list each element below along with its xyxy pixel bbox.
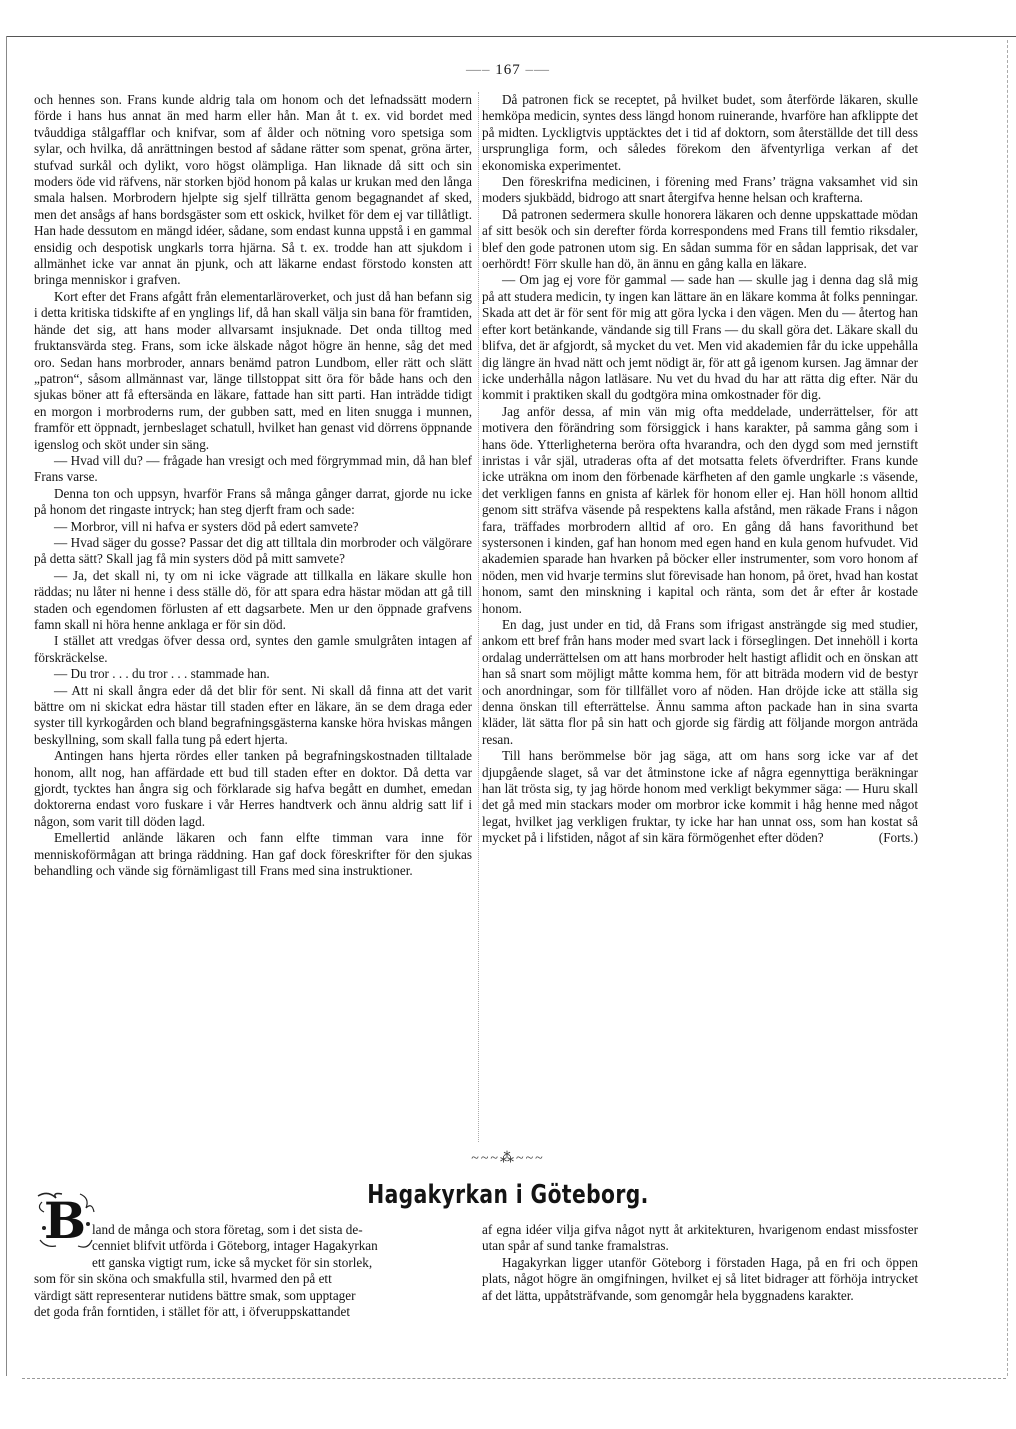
article-line: värdigt sätt representerar nutidens bättre smak, som upptager: [34, 1287, 356, 1303]
story-right-column: [482, 92, 918, 1148]
story-paragraph: Kort efter det Frans afgått från elementarläroverket, och just då han befann sig i detta kritiska tidskifte af en ynglings lif, då han skall välja sin bana för framtiden, hände det sig, att hans moder allvarsamt insjuknade. Det onda tilltog med fruktansvärda steg. Frans, som icke älskade något högre än henne, såg det med oro. Sedan hans morbroder, annars benämd patron Lundbom, eller rätt och slätt „patron“, såsom allmännast var, länge tillstoppat sitt öra för både hans och den sjukas böner att få eftersända en läkare, fattade han sitt parti. Han inträdde tidigt en morgon i morbroderns rum, der gubben satt, med en liten snugga i munnen, framför ett öppnadt, jernbeslaget schatull, hvilket han genast vid dörrens öppnande igenslog och sköt under sin säng.: [34, 288, 472, 452]
story-paragraph: Denna ton och uppsyn, hvarför Frans så många gånger darrat, gjorde nu icke på honom det ringaste intryck; han steg djerft fram och sade:: [34, 485, 472, 518]
story-paragraph: Emellertid anlände läkaren och fann elfte timman vara inne för menniskoförmågan att bringa räddning. Han gaf dock föreskrifter för den sjukas behandling och vände sig förnämligast till Frans med sina instruktioner.: [34, 830, 472, 879]
dropcap-letter: B: [43, 1191, 87, 1250]
page-frame-left: [6, 36, 7, 1376]
story-paragraph: — Om jag ej vore för gammal — sade han — skulle jag i denna dag slå mig på att studera medicin, ty ingen kan lättare än en läkare komma åt folks penningar. Skada att det är för sent för mig att göra lycka i den vägen. Men du — återtog han efter kort betänkande, vändande sig till Frans — du skall göra det. Läkare skall du blifva, det är afgjordt, så mycket du vet. Men vid akademien får du icke uppehålla dig längre än hvad nätt och jemt nödigt är, för att gå igenom kursen. Jag ämnar der icke underhålla någon latläsare. Nu vet du hvad du har att rätta dig efter. När du kommit i praktiken skall du godtgöra mina omkostnader för dig.: [482, 272, 918, 403]
story-paragraph: — Ja, det skall ni, ty om ni icke vägrade att tillkalla en läkare skulle hon räddas; nu låter ni henne i dess ställe dö, för att spara edra hästar mödan att gå till staden och egendomen förlusten af ett dagsarbete. Men ur den öppnade grafvens famn skall ni höra henne anklaga er för sin död.: [34, 567, 472, 632]
story-paragraph: [482, 748, 918, 846]
page-number: 167: [495, 62, 521, 78]
story-left-column: [34, 92, 472, 1148]
story-paragraph: — Att ni skall ångra eder då det blir för sent. Ni skall då finna att det varit bättre om ni skickat edra hästar till staden efter en läkare, än se dem draga eder syster till kyrkogården och bland begrafningsgästerna kanske höra hviskas mången beskyllning, som skall falla tung på edert hjerta.: [34, 682, 472, 747]
article-right-column: [482, 1222, 918, 1304]
page-frame-top: [6, 36, 1016, 37]
story-paragraph: Antingen hans hjerta rördes eller tanken på begrafningskostnaden tilltalade honom, allt nog, han affärdade ett bud till staden efter en doktor. Då detta var gjordt, tycktes han ångra sig och förklarade sig hafva begått en dumhet, emedan doktorerna endast voro fuskare i vår Herres handtverk och ännu aldrig satt lif i någon, som varit till döden lagd.: [34, 748, 472, 829]
page-frame-bottom: [22, 1378, 1006, 1379]
continuation-note: (Forts.): [878, 830, 918, 846]
article-title: Hagakyrkan i Göteborg.: [367, 1180, 649, 1210]
page-frame-right: [1007, 40, 1008, 1376]
story-paragraph: En dag, just under en tid, då Frans som ifrigast ansträngde sig med studier, ankom ett bref från hans moder med svart lack i förseglingen. Det innehöll i korta ordalag underrättelsen om att hans morbroder helt hastigt aflidit och en önskan att han så snart som möjligt måtte komma hem, för att biträda modern vid de bestyr och anordningar, som för tillfället voro af nöden. Han dröjde icke att ställa sig denna önskan till efterrättelse. Ännu samma afton packade han in sina svarta kläder, lät sätta flor på sin hatt och gjorde sig färdig att följande morgon anträda resan.: [482, 617, 918, 747]
article-paragraph: Hagakyrkan ligger utanför Göteborg i förstaden Haga, på en fri och öppen plats, något högre än omgifningen, hvilket ej så litet bidrager att förhöja intrycket af det lätta, uppåtsträfvande, som genomgår hela byggnadens karakter.: [482, 1254, 918, 1303]
story-paragraph: — Du tror . . . du tror . . . stammade han.: [54, 666, 270, 682]
story-paragraph: — Hvad säger du gosse? Passar det dig att tilltala din morbroder och välgörare på detta sätt? Skall jag få min systers död på mitt samvete?: [34, 534, 472, 567]
story-paragraph: — Morbror, vill ni hafva er systers död på edert samvete?: [54, 518, 359, 534]
story-last-paragraph-text: Till hans berömmelse bör jag säga, att om hans sorg icke var af det djupgående slaget, så var det åtminstone icke af några egennyttiga beräkningar han lät trösta sig, ty jag hörde honom med verkligt bekymmer säga: — Huru skall det gå med min stackars moder om morbror icke kommit i håg henne med något legat, hvilket jag verkligen fruktar, ty icke har han unnat oss, som han kostat så mycket på i lifstiden, något af sin kära förmögenhet efter döden?: [482, 748, 918, 846]
story-paragraph: Då patronen sedermera skulle honorera läkaren och denne uppskattade mödan af sitt besök och sin derefter förda korrespondens med Frans till femtio riksdaler, blef den gode patronen utom sig. En sådan summa för en sådan lapprisak, det var oerhördt! Förr skulle han dö, än ännu en gång kalla en läkare.: [482, 206, 918, 272]
column-divider: [478, 92, 479, 1142]
article-line: det goda från forntiden, i stället för att, i öfveruppskattandet: [34, 1304, 351, 1320]
story-paragraph: Jag anför dessa, af min vän mig ofta meddelade, underrättelser, för att motivera den förändring som försiggick i hans karakter, på samma gång som i hans öde. Ytterligheterna beröra ofta hvarandra, och den dygd som med jernstift inristas i vår själ, utraderas ofta af det motsatta felets öfverdrifter. Frans kunde icke uträkna om inom den förbenade kärfheten af den gamle ungkarle :s väsende, det verkligen fanns en gnista af kärlek för honom eller ej. Han höll honom alltid genom sitt sträfva väsende på respektens kalla afstånd, men räkade Frans i någon fara, träffades morbrodern alltid af oro. En gång då hans favorithund bet systersonen i kinden, gaf han honom med egen hand en kula genom hufvudet. Vid akademien sparade han hvarken på böcker eller instrumenter, som voro honom af nöden, men vid hvarje termins slut förevisade han honom, på öret, hvad han kostat honom, samt den minskning i kapital och ränta, som det år efter år kostade honom.: [482, 403, 918, 616]
story-paragraph: Den föreskrifna medicinen, i förening med Frans’ trägna vaksamhet vid sin moders sjukbädd, bidrogo att snart återgifva henne helsan och krafterna.: [482, 174, 918, 206]
ornament-divider: ~~~⁂~~~: [471, 1151, 545, 1166]
article-line: land de många och stora företag, som i det sista de-: [92, 1222, 363, 1237]
story-paragraph: Då patronen fick se receptet, på hvilket budet, som återförde läkaren, skulle hemköpa medicin, syntes dess längd honom ruinerande, hvarföre han afklippte det på midten. Lyckligtvis upptäcktes det i tid af doktorn, som återställde det till dess ursprungliga form, och således förekom den äfventyrliga verkan af det ekonomiska experimentet.: [482, 92, 918, 173]
article-paragraph: af egna idéer vilja gifva något nytt åt arkitekturen, hvarigenom endast missfoster utan spår af sund tanke framalstras.: [482, 1222, 918, 1254]
article-left-column: [34, 1222, 472, 1320]
story-paragraph: — Hvad vill du? — frågade han vresigt och med förgrymmad min, då han blef Frans varse.: [34, 452, 472, 485]
article-line: cenniet blifvit utförda i Göteborg, intager Hagakyrkan: [92, 1238, 378, 1254]
article-line: ett ganska vigtigt rum, icke så mycket för sin storlek,: [92, 1254, 373, 1270]
story-paragraph: och hennes son. Frans kunde aldrig tala om honom och det lefnadssätt modern förde i hans hus annat än med harm eller hån. Man åt t. ex. vid bordet med tvåuddiga stålgafflar och knifvar, som af ålder och nötning voro spetsiga som sylar, och hvilka, då anrättningen bestod af sådane rätter som spenat, gröna ärter, stufvad surkål och dylikt, voro högst olämpliga. Han liknade då sitt och sin moders öde vid räfvens, när storken bjöd honom på kalas ur krukan med den långa smala halsen. Morbrodern hjelpte sig sjelf tillrätta genom begagnandet af sked, men det ansågs af hans bordsgäster som ett oskick, hvilket för dem ej var tillåtligt. Han hade dessutom en mängd idéer, sådane, som endast kunna uppstå i en gammal ensidig och despotisk ungkarls torra hjärna. Så t. ex. trodde han att sjukdom i allmänhet icke var annat än pjunk, och att läkarne endast förstodo konsten att bringa menniskor i grafven.: [34, 92, 472, 288]
page-number-header: —– 167 –—: [466, 62, 550, 78]
story-paragraph: I stället att vredgas öfver dessa ord, syntes den gamle smulgråten intagen af förskräckelse.: [34, 633, 472, 665]
article-line: som för sin sköna och smakfulla stil, hvarmed den på ett: [34, 1271, 332, 1287]
